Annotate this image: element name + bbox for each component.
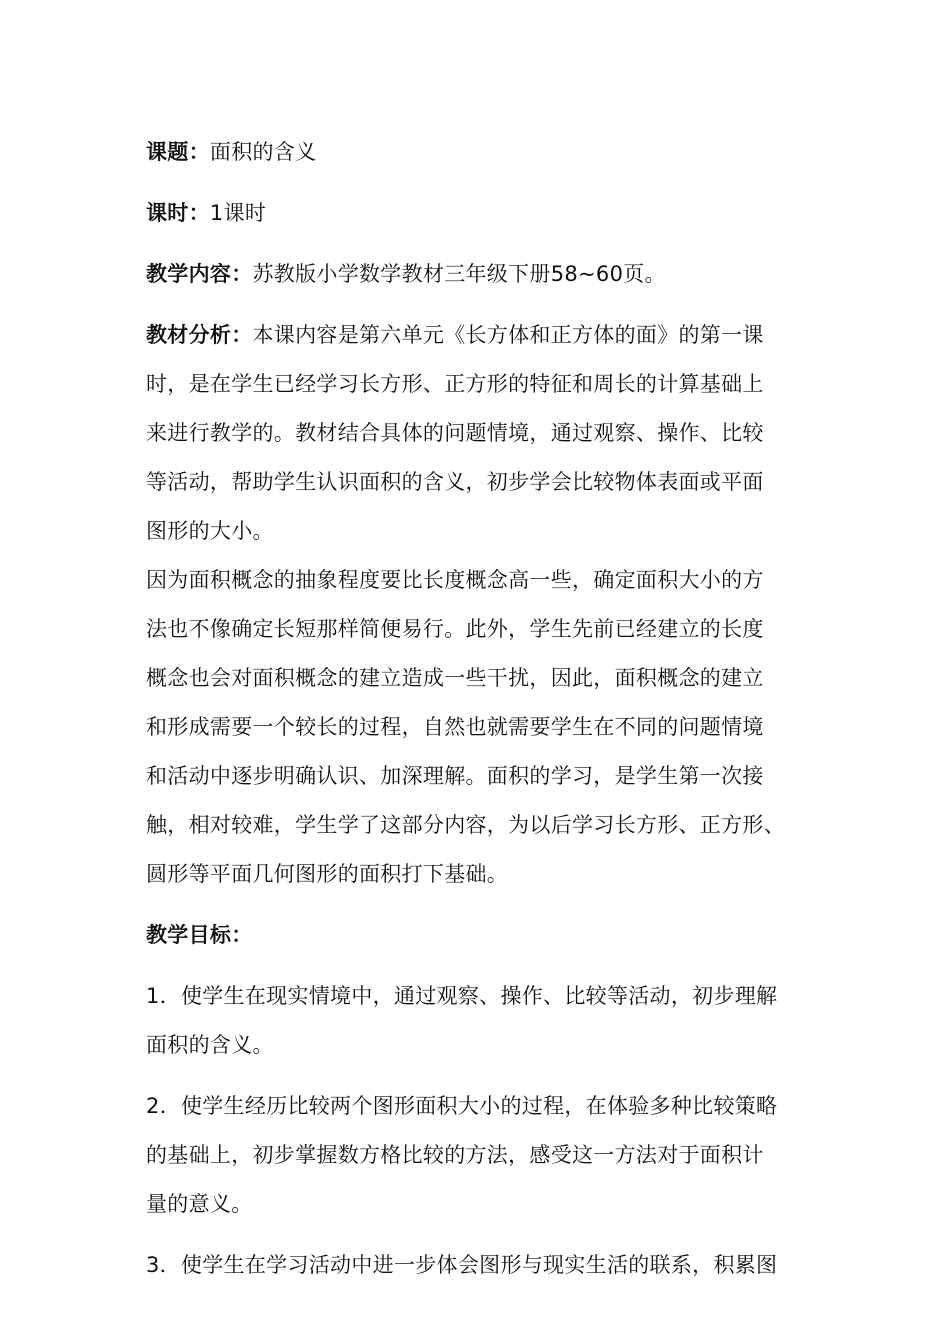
text-line: 3．使学生在学习活动中进一步体会图形与现实生活的联系，积累图 bbox=[146, 1253, 778, 1277]
text-line: 触，相对较难，学生学了这部分内容，为以后学习长方形、正方形、 bbox=[146, 813, 785, 837]
period-value: 1课时 bbox=[209, 201, 267, 225]
content-row bbox=[146, 250, 826, 299]
analysis-paragraph bbox=[146, 311, 826, 556]
text-line: 图形的大小。 bbox=[146, 519, 274, 543]
analysis-label: 教材分析： bbox=[146, 323, 253, 347]
period-row bbox=[146, 189, 826, 238]
text-line: 法也不像确定长短那样简便易行。此外，学生先前已经建立的长度 bbox=[146, 617, 764, 641]
text-line: 2．使学生经历比较两个图形面积大小的过程，在体验多种比较策略 bbox=[146, 1094, 778, 1118]
text-line: 和形成需要一个较长的过程，自然也就需要学生在不同的问题情境 bbox=[146, 715, 764, 739]
text-line: 来进行教学的。教材结合具体的问题情境，通过观察、操作、比较 bbox=[146, 421, 764, 445]
content-label: 教学内容： bbox=[146, 262, 253, 286]
document-page bbox=[146, 128, 826, 1302]
goal-2 bbox=[146, 1082, 826, 1229]
text-line: 面积的含义。 bbox=[146, 1033, 274, 1057]
topic-label: 课题： bbox=[146, 140, 210, 164]
text-line: 量的意义。 bbox=[146, 1192, 253, 1216]
analysis-continuation-paragraph bbox=[146, 556, 826, 899]
text-line: 的基础上，初步掌握数方格比较的方法，感受这一方法对于面积计 bbox=[146, 1143, 764, 1167]
goal-1 bbox=[146, 972, 826, 1070]
text-line: 1．使学生在现实情境中，通过观察、操作、比较等活动，初步理解 bbox=[146, 984, 778, 1008]
text-line: 概念也会对面积概念的建立造成一些干扰，因此，面积概念的建立 bbox=[146, 666, 764, 690]
content-value: 苏教版小学数学教材三年级下册58~60页。 bbox=[252, 262, 666, 286]
goals-label: 教学目标： bbox=[146, 923, 253, 947]
period-label: 课时： bbox=[146, 201, 210, 225]
text-line: 等活动，帮助学生认识面积的含义，初步学会比较物体表面或平面 bbox=[146, 470, 764, 494]
text-line: 因为面积概念的抽象程度要比长度概念高一些，确定面积大小的方 bbox=[146, 568, 764, 592]
goal-3 bbox=[146, 1241, 826, 1290]
text-line: 圆形等平面几何图形的面积打下基础。 bbox=[146, 862, 509, 886]
topic-value: 面积的含义 bbox=[209, 140, 317, 164]
goals-heading-row bbox=[146, 911, 826, 960]
text-line: 时，是在学生已经学习长方形、正方形的特征和周长的计算基础上 bbox=[146, 372, 764, 396]
text-line: 教材分析：本课内容是第六单元《长方体和正方体的面》的第一课 bbox=[146, 323, 764, 347]
text-line: 和活动中逐步明确认识、加深理解。面积的学习，是学生第一次接 bbox=[146, 764, 764, 788]
topic-row bbox=[146, 128, 826, 177]
